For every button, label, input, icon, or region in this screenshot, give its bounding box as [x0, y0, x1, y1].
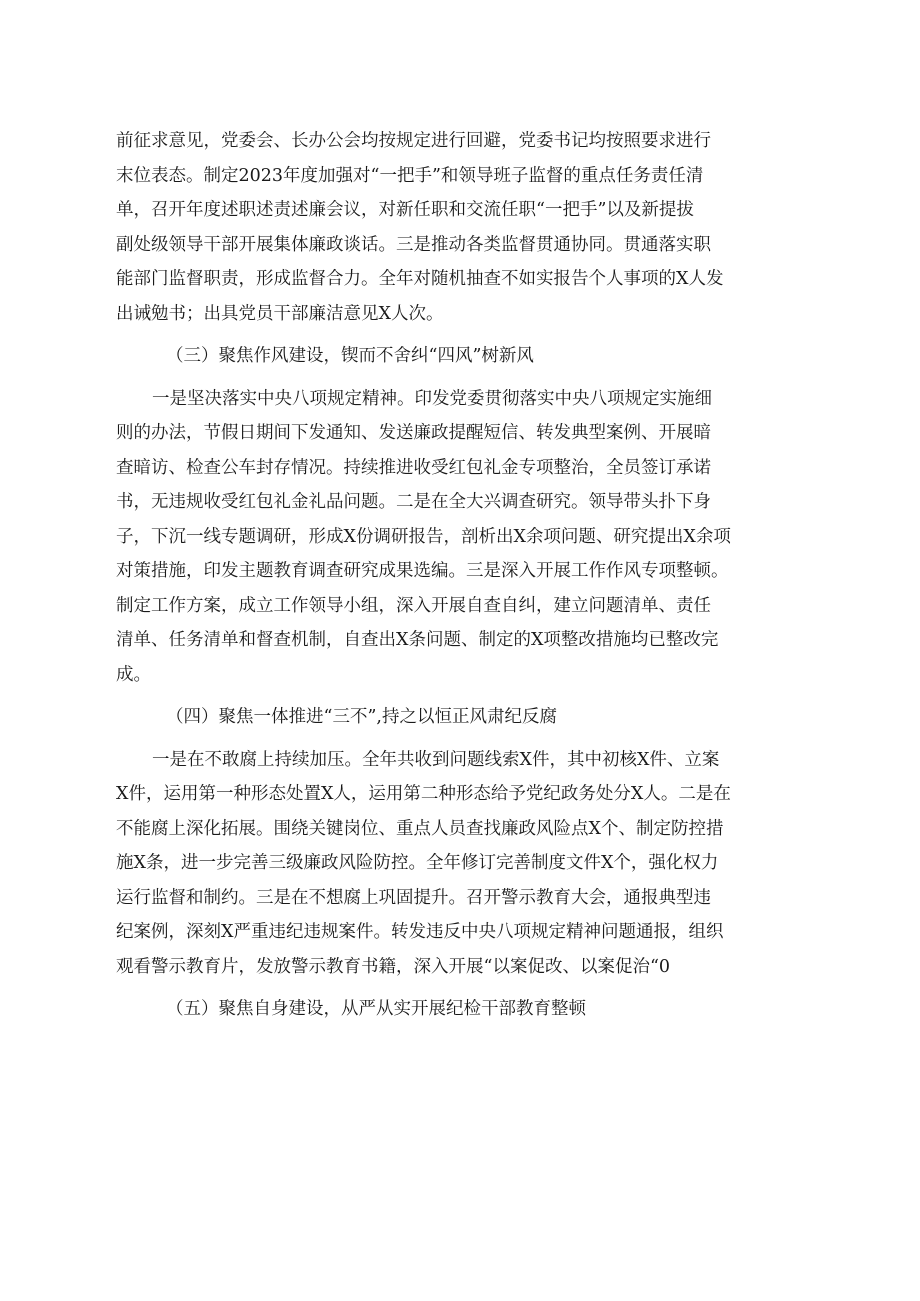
- text-line: 一是坚决落实中央八项规定精神。印发党委贯彻落实中央八项规定实施细: [152, 388, 712, 409]
- text-line: 查暗访、检查公车封存情况。持续推进收受红包礼金专项整治，全员签订承诺: [116, 457, 711, 478]
- section-heading-5: （五）聚焦自身建设，从严从实开展纪检干部教育整顿: [166, 999, 586, 1019]
- text-line: 单，召开年度述职述责述廉会议，对新任职和交流任职“一把手”以及新提拔: [116, 200, 694, 220]
- text-line: 成。: [116, 664, 151, 685]
- text-line: 清单、任务清单和督查机制，自查出X条问题、制定的X项整改措施均已整改完: [116, 630, 719, 650]
- text-line: 一是在不敢腐上持续加压。全年共收到问题线索X件，其中初核X件、立案: [152, 749, 720, 770]
- text-line: 纪案例，深刻X严重违纪违规案件。转发违反中央八项规定精神问题通报，组织: [116, 922, 724, 942]
- text-line: 书，无违规收受红包礼金礼品问题。二是在全大兴调查研究。领导带头扑下身: [116, 492, 711, 512]
- text-line: 施X条，进一步完善三级廉政风险防控。全年修订完善制度文件X个，强化权力: [116, 853, 719, 873]
- text-line: 末位表态。制定2023年度加强对“一把手”和领导班子监督的重点任务责任清: [116, 165, 704, 186]
- section-gap: [116, 692, 812, 700]
- paragraph-anti-corruption: [116, 743, 812, 985]
- text-line: 不能腐上深化拓展。围绕关键岗位、重点人员查找廉政风险点X个、制定防控措: [116, 818, 724, 839]
- text-line: 副处级领导干部开展集体廉政谈话。三是推动各类监督贯通协同。贯通落实职: [116, 234, 711, 255]
- text-line: 运行监督和制约。三是在不想腐上巩固提升。召开警示教育大会，通报典型违: [116, 887, 711, 908]
- document-body: [116, 124, 812, 1027]
- section-gap: [116, 735, 812, 743]
- text-line: 前征求意见，党委会、长办公会均按规定进行回避，党委书记均按照要求进行: [116, 131, 711, 151]
- text-line: 制定工作方案，成立工作领导小组，深入开展自查自纠，建立问题清单、责任: [116, 595, 711, 616]
- text-line: 观看警示教育片，发放警示教育书籍，深入开展“以案促改、以案促治“0: [116, 956, 671, 977]
- text-line: 则的办法，节假日期间下发通知、发送廉政提醒短信、转发典型案例、开展暗: [116, 423, 711, 443]
- paragraph-work-style: [116, 382, 812, 693]
- paragraph-supervision-continued: [116, 124, 812, 331]
- section-heading-3: （三）聚焦作风建设，锲而不舍纠“四风”树新风: [166, 346, 534, 366]
- section-gap: [116, 374, 812, 382]
- section-gap: [116, 984, 812, 992]
- text-line: 子，下沉一线专题调研，形成X份调研报告，剖析出X余项问题、研究提出X余项: [116, 526, 731, 547]
- text-line: 对策措施，印发主题教育调查研究成果选编。三是深入开展工作作风专项整顿。: [116, 561, 729, 581]
- text-line: 能部门监督职责，形成监督合力。全年对随机抽查不如实报告个人事项的X人发: [116, 269, 724, 289]
- section-heading-4: （四）聚焦一体推进“三不”,持之以恒正风肃纪反腐: [166, 707, 557, 727]
- text-line: X件，运用第一种形态处置X人，运用第二种形态给予党纪政务处分X人。二是在: [116, 784, 731, 804]
- text-line: 出诫勉书；出具党员干部廉洁意见X人次。: [116, 303, 444, 324]
- section-gap: [116, 331, 812, 339]
